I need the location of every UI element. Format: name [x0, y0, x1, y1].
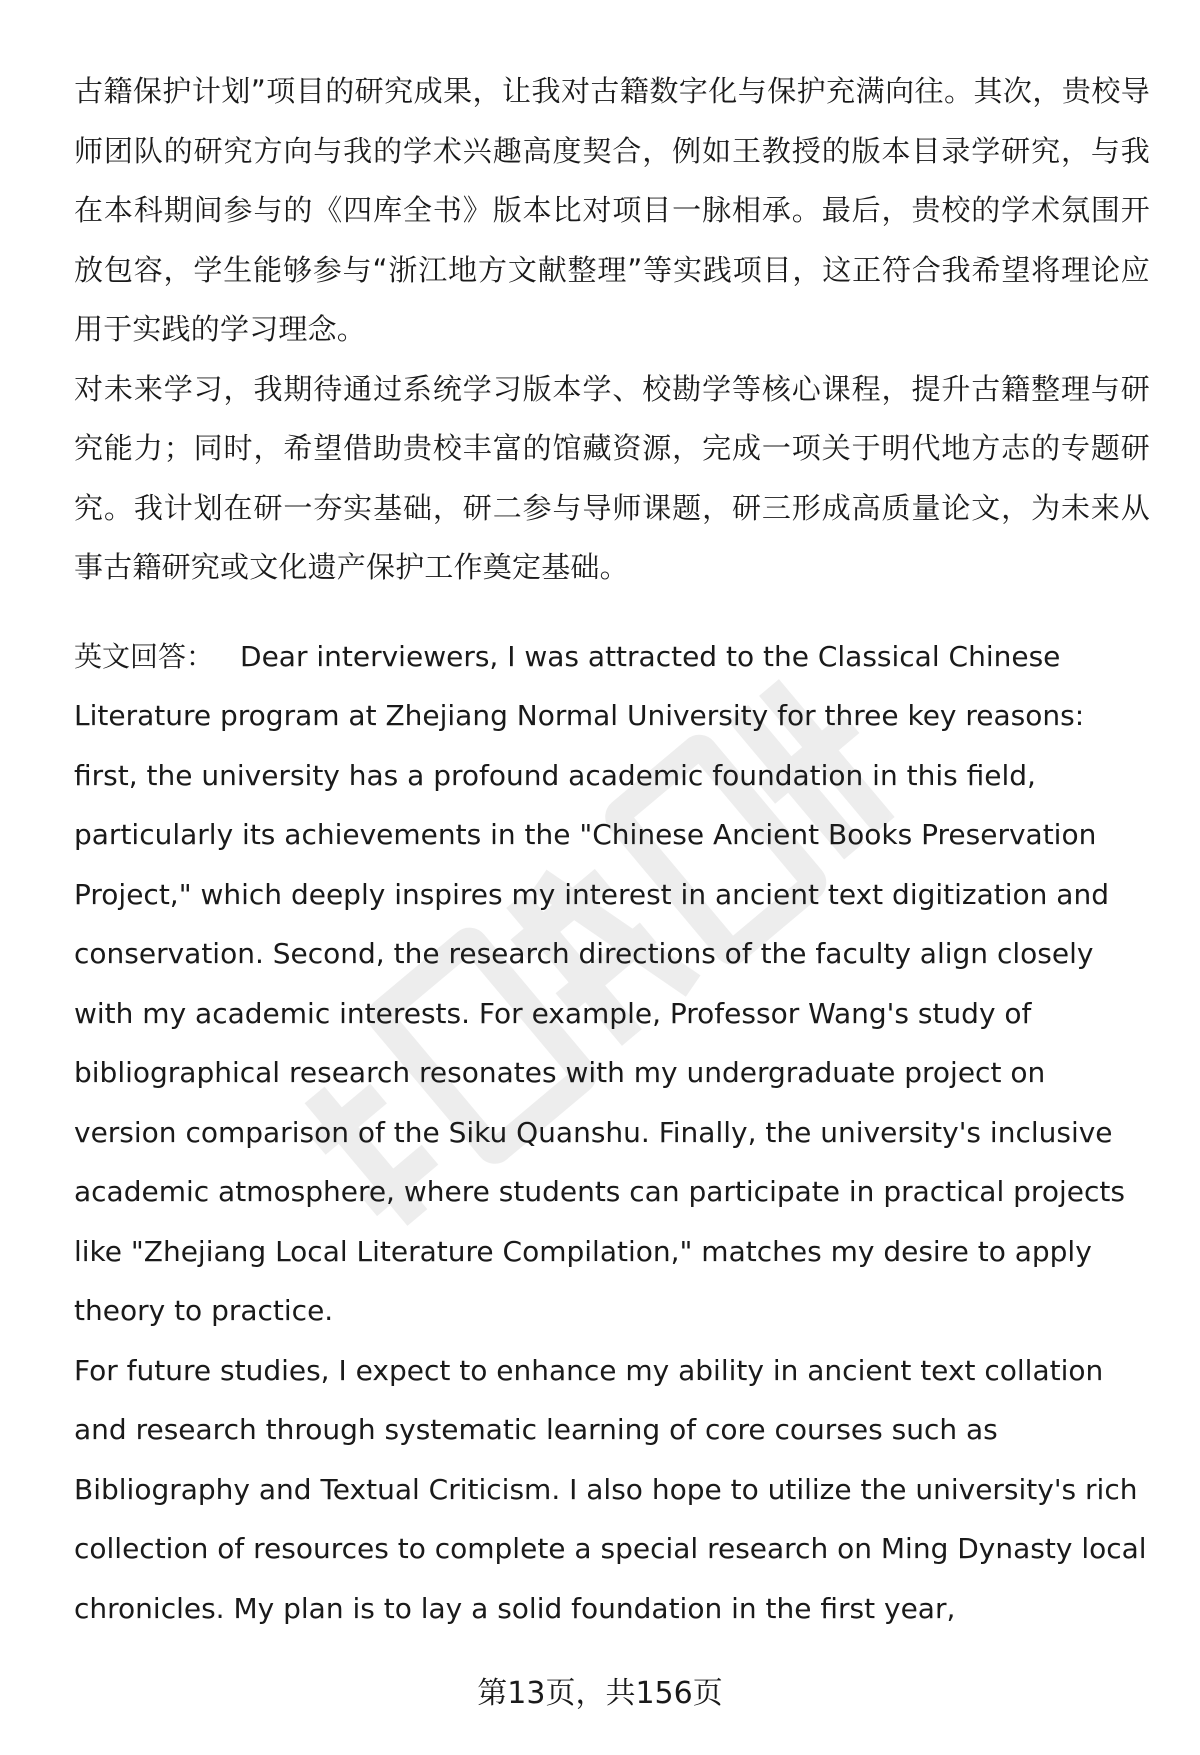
english-answer-text-1: Dear interviewers, I was attracted to the Classical Chinese Literature program at Zhejiang Normal University for three key reasons: first, the university has a profound academic foundation in this field, particularly its achievements in the "Chinese Ancient Books Preservation Project," which deeply inspires my interest in ancient text digitization and conservation. Second, the research directions of the faculty align closely with my academic interests. For example, Professor Wang's study of bibliographical research resonates with my undergraduate project on version comparison of the Siku Quanshu. Finally, the university's inclusive academic atmosphere, where students can participate in practical projects like "Zhejiang Local Literature Compilation," matches my desire to apply theory to practice.	[74, 639, 1125, 1327]
paragraph-gap	[74, 598, 1150, 627]
chinese-paragraph-1: 古籍保护计划”项目的研究成果，让我对古籍数字化与保护充满向往。其次，贵校导师团队的研究方向与我的学术兴趣高度契合，例如王教授的版本目录学研究，与我在本科期间参与的《四库全书》版本比对项目一脉相承。最后，贵校的学术氛围开放包容，学生能够参与“浙江地方文献整理”等实践项目，这正符合我希望将理论应用于实践的学习理念。	[74, 74, 1150, 346]
chinese-paragraph-2: 对未来学习，我期待通过系统学习版本学、校勘学等核心课程，提升古籍整理与研究能力；同时，希望借助贵校丰富的馆藏资源，完成一项关于明代地方志的专题研究。我计划在研一夯实基础，研二参与导师课题，研三形成高质量论文，为未来从事古籍研究或文化遗产保护工作奠定基础。	[74, 371, 1150, 584]
document-body	[74, 62, 1150, 1638]
english-answer-label: 英文回答：	[74, 639, 215, 673]
english-answer-paragraph-1	[74, 627, 1150, 1341]
english-answer-paragraph-2: For future studies, I expect to enhance my ability in ancient text collation and research through systematic learning of core courses such as Bibliography and Textual Criticism. I also hope to utilize the university's rich collection of resources to complete a special research on Ming Dynasty local chronicles. My plan is to lay a solid foundation in the first year,	[74, 1353, 1147, 1625]
page-number-footer: 第13页，共156页	[477, 1676, 723, 1711]
